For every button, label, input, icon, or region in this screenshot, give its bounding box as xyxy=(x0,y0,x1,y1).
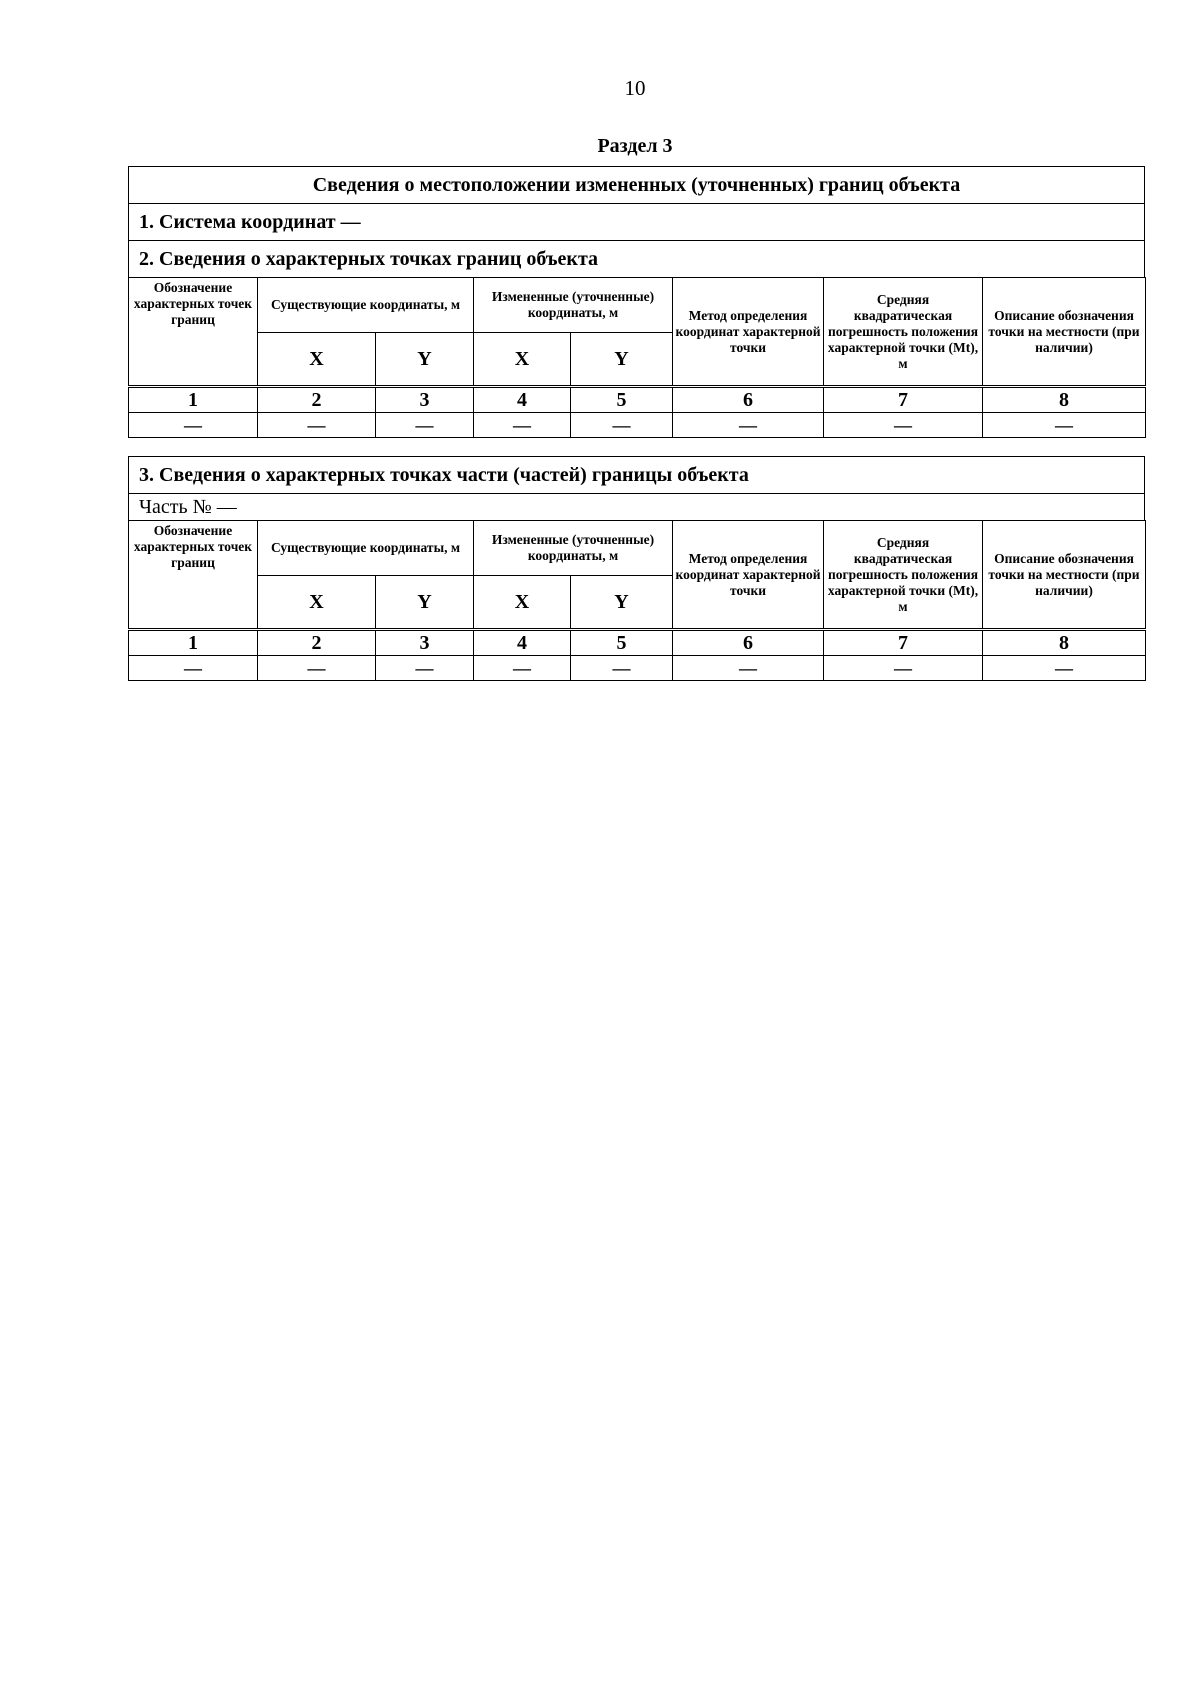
header-method: Метод определения координат характерной точки xyxy=(673,521,824,630)
table-cell: — xyxy=(824,413,983,438)
table-cell: — xyxy=(376,656,474,681)
parts-heading: 3. Сведения о характерных точках части (частей) границы объекта xyxy=(128,456,1145,493)
header-designation: Обозначение характерных точек границ xyxy=(129,521,258,630)
column-number: 3 xyxy=(376,630,474,656)
header-error: Средняя квадратическая погрешность положения характерной точки (Mt), м xyxy=(824,521,983,630)
boundaries-block xyxy=(128,166,1145,438)
column-number: 7 xyxy=(824,630,983,656)
table-cell: — xyxy=(824,656,983,681)
coordinate-system-line: 1. Система координат — xyxy=(128,203,1145,240)
table-row xyxy=(129,413,1146,438)
header-x: X xyxy=(258,576,376,630)
boundary-points-table xyxy=(128,277,1146,438)
column-number: 8 xyxy=(983,630,1146,656)
header-existing-coords: Существующие координаты, м xyxy=(258,278,474,333)
header-y: Y xyxy=(376,576,474,630)
table-cell: — xyxy=(571,413,673,438)
header-changed-coords: Измененные (уточненные) координаты, м xyxy=(474,278,673,333)
table-cell: — xyxy=(258,656,376,681)
column-number: 1 xyxy=(129,630,258,656)
column-number: 5 xyxy=(571,387,673,413)
header-description: Описание обозначения точки на местности (при наличии) xyxy=(983,521,1146,630)
table-cell: — xyxy=(376,413,474,438)
table-cell: — xyxy=(983,413,1146,438)
table-cell: — xyxy=(474,656,571,681)
table-cell: — xyxy=(983,656,1146,681)
part-number-label: Часть № — xyxy=(128,493,1145,520)
header-y: Y xyxy=(571,576,673,630)
column-number: 8 xyxy=(983,387,1146,413)
column-number: 2 xyxy=(258,630,376,656)
header-changed-coords: Измененные (уточненные) координаты, м xyxy=(474,521,673,576)
table-cell: — xyxy=(673,656,824,681)
column-number: 4 xyxy=(474,387,571,413)
header-x: X xyxy=(258,333,376,387)
column-number: 1 xyxy=(129,387,258,413)
header-x: X xyxy=(474,333,571,387)
header-x: X xyxy=(474,576,571,630)
column-number: 3 xyxy=(376,387,474,413)
column-number: 6 xyxy=(673,630,824,656)
header-y: Y xyxy=(571,333,673,387)
table-cell: — xyxy=(571,656,673,681)
parts-block xyxy=(128,456,1145,681)
header-y: Y xyxy=(376,333,474,387)
column-number: 7 xyxy=(824,387,983,413)
header-error: Средняя квадратическая погрешность положения характерной точки (Mt), м xyxy=(824,278,983,387)
column-number: 2 xyxy=(258,387,376,413)
block-title: Сведения о местоположении измененных (уточненных) границ объекта xyxy=(128,166,1145,203)
part-points-table xyxy=(128,520,1146,681)
table-cell: — xyxy=(129,413,258,438)
column-number: 5 xyxy=(571,630,673,656)
column-number: 6 xyxy=(673,387,824,413)
page-number: 10 xyxy=(624,76,646,100)
table-cell: — xyxy=(129,656,258,681)
table-cell: — xyxy=(673,413,824,438)
table-row xyxy=(129,656,1146,681)
column-number: 4 xyxy=(474,630,571,656)
header-existing-coords: Существующие координаты, м xyxy=(258,521,474,576)
table-cell: — xyxy=(474,413,571,438)
table-cell: — xyxy=(258,413,376,438)
header-description: Описание обозначения точки на местности (при наличии) xyxy=(983,278,1146,387)
header-method: Метод определения координат характерной точки xyxy=(673,278,824,387)
section-title: Раздел 3 xyxy=(597,135,673,157)
points-heading: 2. Сведения о характерных точках границ объекта xyxy=(128,240,1145,277)
header-designation: Обозначение характерных точек границ xyxy=(129,278,258,387)
